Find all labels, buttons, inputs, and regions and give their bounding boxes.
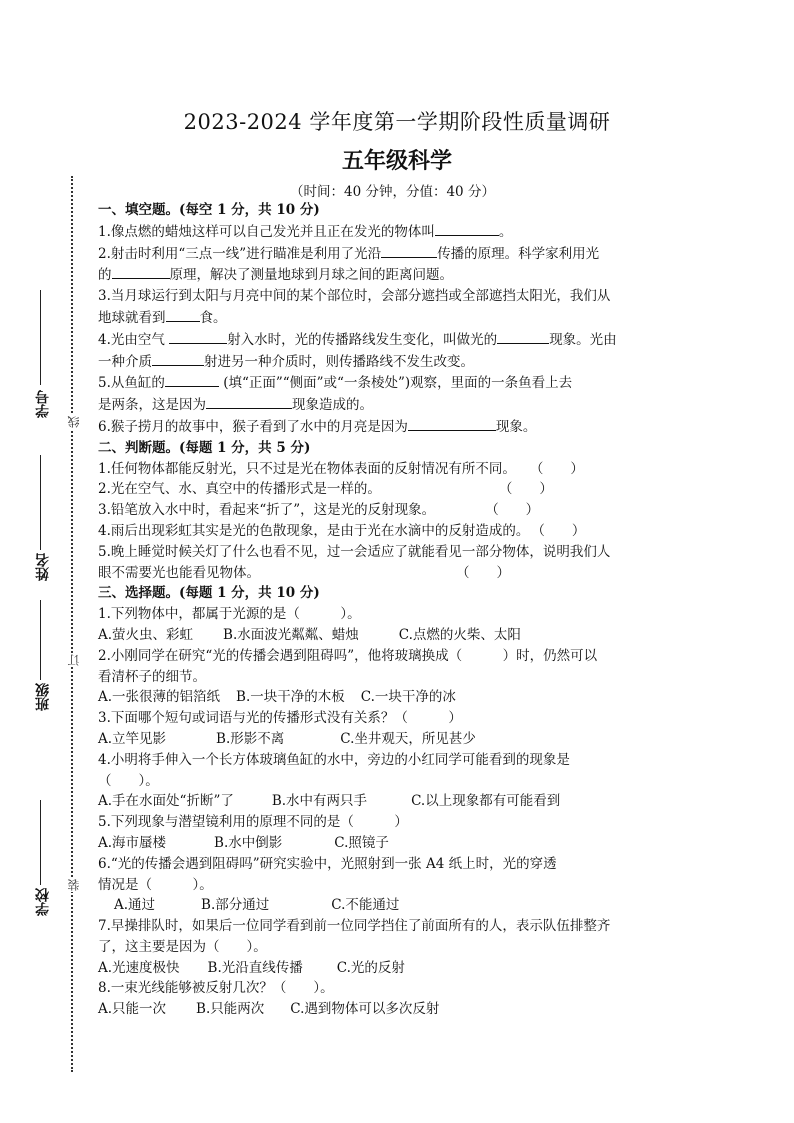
binding-dotted-line bbox=[71, 176, 73, 1072]
answer-blank[interactable] bbox=[497, 329, 549, 344]
option-b[interactable]: B.水中倒影 bbox=[214, 834, 283, 851]
choice-options-6 bbox=[98, 895, 702, 916]
student-no-line bbox=[40, 290, 41, 385]
option-c[interactable]: C.照镜子 bbox=[334, 834, 389, 851]
option-c[interactable]: C.一块干净的冰 bbox=[360, 689, 456, 706]
school-line bbox=[40, 800, 41, 885]
choice-question-2: 2.小刚同学在研究“光的传播会遇到阻碍吗”，他将玻璃换成（ ）时，仍然可以 bbox=[98, 647, 598, 664]
section2-heading: 二、判断题。(每题 1 分，共 5 分) bbox=[98, 439, 311, 456]
school-label: 学校 bbox=[35, 888, 51, 916]
option-a[interactable]: A.萤火虫、彩虹 bbox=[98, 626, 194, 643]
choice-question-2-cont: 看清杯子的细节。 bbox=[98, 668, 206, 685]
cut-mark-bind: 装 bbox=[67, 879, 81, 891]
option-b[interactable]: B.水中有两只手 bbox=[271, 793, 368, 810]
fill-question-4: 4.光由空气 射入水时，光的传播路线发生变化，叫做光的 现象。光由 bbox=[98, 329, 702, 351]
answer-blank[interactable] bbox=[152, 351, 204, 366]
exam-subject: 五年级科学 bbox=[341, 148, 452, 174]
class-line bbox=[40, 600, 41, 680]
option-b[interactable]: B.一块干净的木板 bbox=[236, 689, 345, 706]
answer-paren[interactable]: （ ） bbox=[485, 502, 540, 519]
fill-question-3: 3.当月球运行到太阳与月亮中间的某个部位时，会部分遮挡或全部遮挡太阳光，我们从 bbox=[98, 288, 611, 305]
option-a[interactable]: A.只能一次 bbox=[98, 1001, 167, 1018]
choice-options-2 bbox=[98, 687, 702, 708]
option-a[interactable]: A.立竿见影 bbox=[98, 730, 167, 747]
choice-options-8 bbox=[98, 999, 702, 1020]
answer-blank[interactable] bbox=[112, 264, 170, 279]
fill-question-5-cont: 是两条，这是因为 现象造成的。 bbox=[98, 394, 702, 416]
choice-question-6: 6.“光的传播会遇到阻碍吗”研究实验中，光照射到一张 A4 纸上时，光的穿透 bbox=[98, 855, 557, 872]
option-c[interactable]: C.遇到物体可以多次反射 bbox=[290, 1001, 440, 1018]
choice-question-7: 7.早操排队时，如果后一位同学看到前一位同学挡住了前面所有的人，表示队伍排整齐 bbox=[98, 918, 611, 935]
option-b[interactable]: B.只能两次 bbox=[196, 1001, 265, 1018]
choice-options-4 bbox=[98, 791, 702, 812]
choice-question-5: 5.下列现象与潜望镜利用的原理不同的是（ ） bbox=[98, 814, 408, 831]
answer-paren[interactable]: （ ） bbox=[531, 522, 586, 539]
answer-blank[interactable] bbox=[206, 394, 292, 409]
judge-question-5-cont: 眼不需要光也能看见物体。 （ ） bbox=[98, 563, 702, 584]
section3-heading: 三、选择题。(每题 1 分，共 10 分) bbox=[98, 585, 320, 602]
fill-question-1: 1.像点燃的蜡烛这样可以自己发光并且正在发光的物体叫 。 bbox=[98, 221, 702, 243]
answer-paren[interactable]: （ ） bbox=[529, 460, 584, 477]
choice-question-1: 1.下列物体中，都属于光源的是（ ）。 bbox=[98, 606, 361, 623]
option-c[interactable]: C.光的反射 bbox=[336, 959, 405, 976]
cut-mark-line: 线 bbox=[67, 416, 81, 428]
answer-paren[interactable]: （ ） bbox=[498, 481, 553, 498]
cut-mark-order: 订 bbox=[67, 654, 81, 666]
name-line bbox=[40, 455, 41, 550]
student-no-label: 学号 bbox=[35, 390, 51, 418]
exam-title: 2023-2024 学年度第一学期阶段性质量调研 bbox=[183, 110, 611, 134]
option-b[interactable]: B.形影不离 bbox=[216, 730, 285, 747]
option-b[interactable]: B.光沿直线传播 bbox=[207, 959, 303, 976]
choice-question-6-cont: 情况是（ ）。 bbox=[98, 876, 213, 893]
judge-question-5: 5.晚上睡觉时候关灯了什么也看不见，过一会适应了就能看见一部分物体，说明我们人 bbox=[98, 543, 611, 560]
option-a[interactable]: A.手在水面处“折断”了 bbox=[98, 793, 234, 810]
fill-question-6: 6.猴子捞月的故事中，猴子看到了水中的月亮是因为 现象。 bbox=[98, 416, 702, 438]
fill-question-2-cont: 的 原理，解决了测量地球到月球之间的距离问题。 bbox=[98, 264, 702, 286]
option-b[interactable]: B.水面波光粼粼、蜡烛 bbox=[223, 626, 359, 643]
option-c[interactable]: C.不能通过 bbox=[331, 897, 400, 914]
option-a[interactable]: A.海市蜃楼 bbox=[98, 834, 167, 851]
answer-blank[interactable] bbox=[408, 416, 496, 431]
name-label: 姓名 bbox=[35, 553, 51, 581]
option-c[interactable]: C.坐井观天，所见甚少 bbox=[340, 730, 476, 747]
judge-question-2: 2.光在空气、水、真空中的传播形式是一样的。 （ ） bbox=[98, 479, 702, 500]
class-label: 班级 bbox=[35, 683, 51, 711]
choice-options-3 bbox=[98, 729, 702, 750]
judge-question-3: 3.铅笔放入水中时，看起来“折了”，这是光的反射现象。 （ ） bbox=[98, 500, 702, 521]
option-c[interactable]: C.以上现象都有可能看到 bbox=[411, 793, 561, 810]
answer-blank[interactable] bbox=[165, 372, 219, 387]
fill-question-3-cont: 地球就看到 食。 bbox=[98, 307, 702, 329]
answer-paren[interactable]: （ ） bbox=[456, 564, 510, 581]
section1-heading: 一、填空题。(每空 1 分，共 10 分) bbox=[98, 202, 320, 218]
answer-blank[interactable] bbox=[381, 243, 437, 258]
choice-question-7-cont: 了，这主要是因为（ ）。 bbox=[98, 938, 267, 955]
choice-options-1 bbox=[98, 625, 702, 646]
choice-question-3: 3.下面哪个短句或词语与光的传播形式没有关系？（ ） bbox=[98, 710, 462, 727]
exam-content bbox=[98, 200, 702, 1020]
choice-options-7 bbox=[98, 958, 702, 979]
choice-options-5 bbox=[98, 833, 702, 854]
answer-blank[interactable] bbox=[169, 329, 227, 344]
judge-question-4: 4.雨后出现彩虹其实是光的色散现象，是由于光在水滴中的反射造成的。 （ ） bbox=[98, 521, 702, 542]
choice-question-4-cont: （ ）。 bbox=[98, 772, 159, 789]
option-b[interactable]: B.部分通过 bbox=[201, 897, 270, 914]
option-a[interactable]: A.一张很薄的铝箔纸 bbox=[98, 689, 221, 706]
fill-question-4-cont: 一种介质 射进另一种介质时，则传播路线不发生改变。 bbox=[98, 351, 702, 373]
choice-question-4: 4.小明将手伸入一个长方体玻璃鱼缸的水中，旁边的小红同学可能看到的现象是 bbox=[98, 751, 570, 768]
time-info: （时间：40 分钟，分值：40 分） bbox=[290, 184, 495, 200]
option-c[interactable]: C.点燃的火柴、太阳 bbox=[398, 626, 521, 643]
answer-blank[interactable] bbox=[166, 307, 200, 322]
judge-question-1: 1.任何物体都能反射光，只不过是光在物体表面的反射情况有所不同。 （ ） bbox=[98, 459, 702, 480]
choice-question-8: 8.一束光线能够被反射几次？（ ）。 bbox=[98, 980, 334, 997]
option-a[interactable]: A.光速度极快 bbox=[98, 959, 180, 976]
fill-question-5: 5.从鱼缸的 (填“正面”“侧面”或“一条棱处”)观察，里面的一条鱼看上去 bbox=[98, 372, 702, 394]
answer-blank[interactable] bbox=[435, 221, 499, 236]
fill-question-2: 2.射击时利用“三点一线”进行瞄准是利用了光沿 传播的原理。科学家利用光 bbox=[98, 243, 702, 265]
option-a[interactable]: A.通过 bbox=[114, 897, 156, 914]
